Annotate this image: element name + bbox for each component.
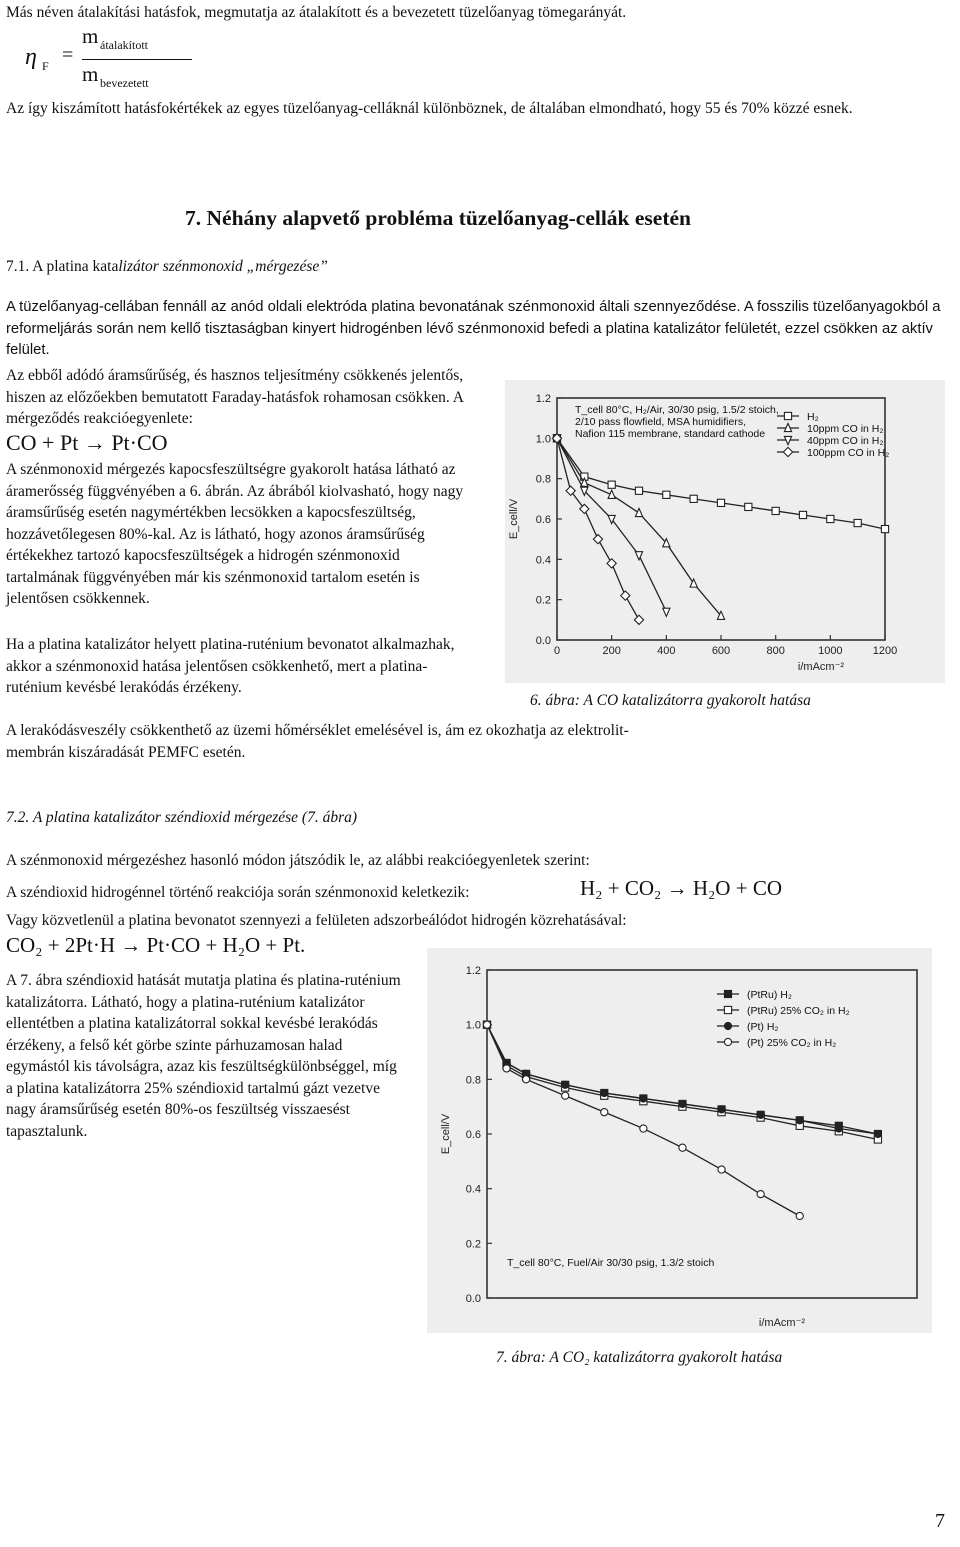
- data-point: [601, 1089, 608, 1096]
- data-point: [757, 1191, 764, 1198]
- series-line: [557, 438, 721, 615]
- y-tick-label: 0.8: [465, 1074, 481, 1087]
- y-tick-label: 0.4: [465, 1183, 481, 1196]
- y-tick-label: 1.0: [535, 433, 551, 446]
- y-tick-label: 0.8: [535, 473, 551, 486]
- data-point: [679, 1100, 686, 1107]
- intro-paragraph: Az így kiszámított hatásfokértékek az egyes tüzelőanyag-celláknál különböznek, de általában elmondható, hogy 55 és 70% közzé esnek.: [6, 100, 853, 117]
- data-point: [522, 1076, 529, 1083]
- y-tick-label: 1.2: [535, 393, 551, 405]
- data-point: [562, 1092, 569, 1099]
- eta-subscript: F: [42, 59, 49, 73]
- denominator-m: m: [82, 62, 99, 86]
- data-point: [593, 535, 602, 544]
- y-tick-label: 0.2: [535, 594, 551, 607]
- data-point: [854, 519, 861, 526]
- data-point: [772, 507, 779, 514]
- y-axis-label: E_cell/V: [440, 1113, 452, 1155]
- legend-label: 40ppm CO in H₂: [807, 435, 884, 447]
- figure-7-chart: [427, 948, 932, 1333]
- y-tick-label: 0.4: [535, 554, 551, 567]
- data-point: [874, 1130, 881, 1137]
- figure-7: [427, 948, 932, 1333]
- co2-hydrogen-text: A széndioxid hidrogénnel történő reakciója során szénmonoxid keletkezik:: [6, 884, 470, 901]
- data-point: [663, 608, 670, 616]
- y-tick-label: 0.6: [535, 514, 551, 526]
- adsorbed-hydrogen-text: Vagy közvetlenül a platina bevonatot szennyezi a felületen adszorbeálódot hidrogén közrehatásával:: [6, 912, 627, 929]
- legend-label: 10ppm CO in H₂: [807, 423, 884, 435]
- section-7-2-intro: A szénmonoxid mérgezéshez hasonló módon játszódik le, az alábbi reakcióegyenletek szerint:: [6, 852, 590, 869]
- data-point: [621, 591, 630, 600]
- numerator-m: m: [82, 24, 99, 48]
- x-axis-label: i/mAcm⁻²: [758, 1317, 806, 1329]
- chart-annotation: T_cell 80°C, H₂/Air, 30/30 psig, 1.5/2 stoich,: [575, 404, 779, 416]
- y-tick-label: 1.2: [465, 965, 481, 977]
- x-tick-label: 600: [711, 645, 731, 657]
- pt-ru-paragraph: Ha a platina katalizátor helyett platina-ruténium bevonatot alkalmazhak, akkor a szénmonoxid hatása jelentősen csökkenhető, mert a platina-ruténium kevésbé lerakódás érzékeny.: [6, 636, 455, 696]
- legend-marker: [783, 447, 792, 456]
- data-point: [503, 1065, 510, 1072]
- section-7-1-paragraph: A tüzelőanyag-cellában fennáll az anód oldali elektróda platina bevonatának szénmonoxid általi szennyeződése. A fosszilis tüzelőanyagokból a reformeljárás során nem kellő tisztaságban kinyert hidrogénben lévő szénmonoxid befedi a platina katalizátor felületét, ezzel csökken az aktív felület.: [6, 299, 941, 358]
- data-point: [718, 1106, 725, 1113]
- data-point: [717, 499, 724, 506]
- y-tick-label: 0.0: [535, 635, 551, 647]
- x-tick-label: 0: [553, 645, 561, 657]
- chart-annotation: Nafion 115 membrane, standard cathode: [575, 428, 766, 440]
- intro-line: Más néven átalakítási hatásfok, megmutatja az átalakított és a bevezetett tüzelőanyag tömegarányát.: [6, 4, 627, 21]
- x-tick-label: 800: [766, 645, 785, 657]
- legend-label: 100ppm CO in H₂: [807, 447, 890, 459]
- data-point: [799, 511, 806, 518]
- data-point: [827, 515, 834, 522]
- current-density-paragraph: Az ebből adódó áramsűrűség, és hasznos teljesítmény csökkenés jelentős, hiszen az előzőekben bemutatott Faraday-hatásfok rohamosan csökken. A mérgeződés reakcióegyenlete:: [6, 367, 464, 427]
- section-title-prefix: 7.1. A platina kata: [6, 258, 119, 275]
- y-tick-label: 0.6: [465, 1129, 481, 1141]
- figure-6-caption: 6. ábra: A CO katalizátorra gyakorolt hatása: [530, 692, 811, 709]
- denominator-subscript: bevezetett: [100, 76, 149, 90]
- efficiency-formula: [22, 24, 222, 94]
- section-7-1-title: [6, 256, 328, 278]
- section-7-2-title: 7.2. A platina katalizátor széndioxid mérgezése (7. ábra): [6, 809, 358, 826]
- series-line: [487, 1025, 800, 1216]
- equals-sign: =: [62, 44, 74, 66]
- voltage-drop-paragraph: A szénmonoxid mérgezés kapocsfeszültségre gyakorolt hatása látható az áramerősség függvényében a 6. ábrán. Az ábrából kiolvasható, hogy nagy áramsűrűség esetén nagymértékben lecsökken a kapocsfeszültség, hozzávetőlegesen 80%-kal. Az is látható, hogy azonos áramsűrűség értékekhez tartozó kapocsfeszültségek a hidrogén szénmonoxid tartalmának függvényében már kis szénmonoxid tartalom esetén is jelentősen csökkennek.: [6, 461, 464, 607]
- x-tick-label: 400: [657, 645, 676, 657]
- x-tick-label: 200: [602, 645, 621, 657]
- legend-marker: [784, 412, 791, 419]
- legend-marker: [724, 1038, 731, 1045]
- data-point: [796, 1212, 803, 1219]
- data-point: [679, 1144, 686, 1151]
- co2-effect-paragraph: A 7. ábra széndioxid hatását mutatja platina és platina-ruténium katalizátorra. Látható, hogy a platina-ruténium katalizátor ellentétben a platina katalizátorral sokkal kevésbé lerakódás érzékeny, a felső két görbe szinte párhuzamosan halad egymástól kis távolságra, azaz kis feszültségkülönbséggel, míg a platina katalizátorra 25% széndioxid tartalmú gázt vezetve nagy áramsűrűség esetén 80%-os feszültség visszaesést tapasztalunk.: [6, 972, 401, 1140]
- chapter-title: 7. Néhány alapvető probléma tüzelőanyag-cellák esetén: [185, 206, 692, 230]
- data-point: [607, 559, 616, 568]
- data-point: [635, 487, 642, 494]
- numerator-subscript: átalakított: [100, 38, 148, 52]
- legend-marker: [724, 990, 731, 997]
- y-axis-label: E_cell/V: [508, 498, 520, 540]
- data-point: [796, 1117, 803, 1124]
- co2-poisoning-reaction: CO₂ + 2Pt·H → Pt·CO + H₂O + Pt.: [6, 933, 306, 957]
- data-point: [663, 491, 670, 498]
- figure-6-chart: [505, 380, 945, 683]
- data-point: [483, 1021, 490, 1028]
- legend-label: (PtRu) H₂: [747, 989, 792, 1001]
- data-point: [635, 552, 642, 560]
- data-point: [718, 1166, 725, 1173]
- chart-annotation: 2/10 pass flowfield, MSA humidifiers,: [575, 416, 746, 428]
- y-tick-label: 1.0: [465, 1019, 481, 1032]
- legend-label: (Pt) 25% CO₂ in H₂: [747, 1037, 837, 1049]
- x-axis-label: i/mAcm⁻²: [797, 661, 845, 673]
- figure-6: [505, 380, 945, 683]
- data-point: [635, 508, 642, 516]
- data-point: [562, 1081, 569, 1088]
- x-tick-label: 1200: [872, 645, 898, 657]
- section-title-italic: lizátor szénmonoxid „mérgezése”: [118, 258, 328, 275]
- legend-label: (PtRu) 25% CO₂ in H₂: [747, 1005, 850, 1017]
- figure-7-caption: 7. ábra: A CO₂ katalizátorra gyakorolt hatása: [496, 1349, 783, 1366]
- y-tick-label: 0.2: [465, 1238, 481, 1251]
- data-point: [757, 1111, 764, 1118]
- eta-symbol: η: [25, 44, 37, 70]
- fraction-bar: [82, 59, 192, 60]
- legend-label: (Pt) H₂: [747, 1021, 779, 1033]
- data-point: [601, 1109, 608, 1116]
- chart-annotation: T_cell 80°C, Fuel/Air 30/30 psig, 1.3/2 stoich: [507, 1257, 715, 1269]
- legend-marker: [724, 1022, 731, 1029]
- x-tick-label: 1000: [818, 645, 843, 657]
- data-point: [634, 615, 643, 624]
- legend-marker: [724, 1006, 731, 1013]
- data-point: [690, 495, 697, 502]
- legend-label: H₂: [807, 411, 819, 423]
- data-point: [835, 1125, 842, 1132]
- data-point: [881, 525, 888, 532]
- y-tick-label: 0.0: [465, 1293, 481, 1305]
- data-point: [640, 1095, 647, 1102]
- co-poisoning-reaction: CO + Pt → Pt·CO: [6, 430, 168, 455]
- reverse-water-gas-reaction: H₂ + CO₂ → H₂O + CO: [580, 876, 782, 900]
- temperature-paragraph: A lerakódásveszély csökkenthető az üzemi hőmérséklet emelésével is, ám ez okozhatja az elektrolit-membrán kiszáradását PEMFC esetén.: [6, 722, 629, 761]
- page-number: 7: [935, 1510, 945, 1532]
- data-point: [608, 481, 615, 488]
- data-point: [745, 503, 752, 510]
- data-point: [640, 1125, 647, 1132]
